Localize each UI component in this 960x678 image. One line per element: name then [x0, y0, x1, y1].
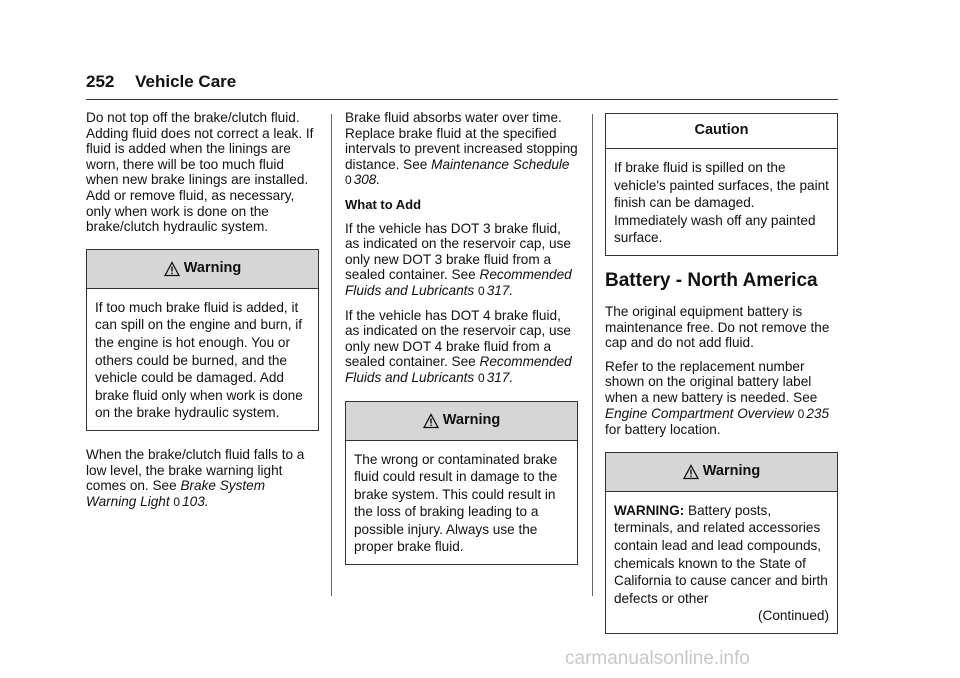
paragraph: [345, 308, 578, 387]
text: If the vehicle has DOT 4 brake fluid, as indicated on the reservoir cap, use only new DOT 4 brake fluid from a sealed container. See: [345, 307, 571, 370]
page-ref-arrow-icon: 0: [797, 406, 805, 421]
text: Brake fluid absorbs water over time. Replace brake fluid at the specified intervals to prevent increased stopping distance. See: [345, 110, 578, 172]
warning-header: [606, 453, 837, 492]
warning-triangle-icon: [164, 261, 180, 277]
paragraph: [345, 221, 578, 300]
page-number: 252: [86, 72, 115, 91]
caution-text: If brake fluid is spilled on the vehicle's painted surfaces, the paint finish can be damaged. Immediately wash off any painted surface.: [614, 160, 829, 246]
cross-reference-link[interactable]: Recommended Fluids and Lubricants: [345, 354, 572, 385]
page-reference[interactable]: 317.: [486, 282, 514, 298]
column-divider: [592, 114, 593, 596]
paragraph: Do not top off the brake/clutch fluid. Adding fluid does not correct a leak. If fluid is added when the linings are worn, there will be too much fluid when new brake linings are installed. Add or remove fluid, as necessary, only when work is done on the brake/clutch hydraulic system.: [86, 110, 314, 235]
cross-reference-link[interactable]: Brake System Warning Light: [86, 478, 266, 509]
page-ref-arrow-icon: 0: [478, 370, 485, 385]
text: If the vehicle has DOT 3 brake fluid, as indicated on the reservoir cap, use only new DOT 3 brake fluid from a sealed container. See: [345, 220, 571, 283]
warning-box: [345, 401, 578, 566]
page-ref-arrow-icon: 0: [478, 283, 485, 298]
warning-label: WARNING:: [614, 502, 685, 518]
text: Battery posts, terminals, and related accessories contain lead and lead compounds, chemicals known to the State of California to cause cancer and birth defects or other: [614, 502, 828, 606]
paragraph: [345, 110, 578, 189]
warning-triangle-icon: [683, 464, 699, 480]
cross-reference-link[interactable]: Recommended Fluids and Lubricants: [345, 267, 572, 298]
column-divider: [331, 114, 332, 596]
paragraph: [86, 447, 319, 510]
text: Refer to the replacement number shown on the original battery label when a new battery is needed. See: [605, 358, 818, 405]
page-reference[interactable]: 317.: [486, 369, 514, 385]
section-heading: Battery - North America: [605, 269, 818, 291]
caution-header: [606, 114, 837, 149]
warning-title: Warning: [702, 462, 761, 479]
page-reference[interactable]: 103.: [182, 493, 209, 509]
section-title: Vehicle Care: [135, 72, 237, 91]
warning-text: The wrong or contaminated brake fluid could result in damage to the brake system. This could result in the loss of braking leading to a possible injury. Always use the proper brake fluid.: [354, 451, 558, 555]
warning-header: [346, 402, 577, 441]
caution-title: Caution: [694, 122, 749, 139]
continued-label: (Continued): [757, 608, 829, 624]
cross-reference-link[interactable]: Engine Compartment Overview: [605, 405, 794, 421]
cross-reference-link[interactable]: Maintenance Schedule: [431, 156, 570, 172]
paragraph: The original equipment battery is maintenance free. Do not remove the cap and do not add fluid.: [605, 303, 830, 351]
subheading: What to Add: [345, 196, 422, 212]
paragraph: [605, 359, 838, 438]
header-rule: [86, 99, 838, 100]
column-2: [345, 110, 578, 573]
column-3: [605, 110, 838, 642]
page-reference[interactable]: 235: [806, 405, 830, 421]
watermark: carmanualsonline.info: [565, 648, 750, 669]
warning-triangle-icon: [423, 413, 439, 429]
page-ref-arrow-icon: 0: [173, 494, 181, 509]
column-1: [86, 110, 319, 518]
page-ref-arrow-icon: 0: [345, 173, 352, 188]
warning-title: Warning: [183, 259, 242, 276]
page-reference[interactable]: 308.: [353, 172, 381, 188]
warning-box: [86, 249, 319, 431]
caution-box: [605, 113, 838, 256]
warning-header: [87, 250, 318, 289]
text: for battery location.: [605, 422, 721, 438]
warning-text: [606, 492, 837, 633]
warning-title: Warning: [442, 411, 501, 428]
warning-text: If too much brake fluid is added, it can spill on the engine and burn, if the engine is hot enough. You or others could be burned, and the vehicle could be damaged. Add brake fluid only when work is done on the brake hydraulic system.: [95, 299, 303, 421]
warning-box: [605, 452, 838, 634]
text: When the brake/clutch fluid falls to a low level, the brake warning light comes on. See: [86, 446, 305, 494]
page-header: [86, 72, 236, 92]
